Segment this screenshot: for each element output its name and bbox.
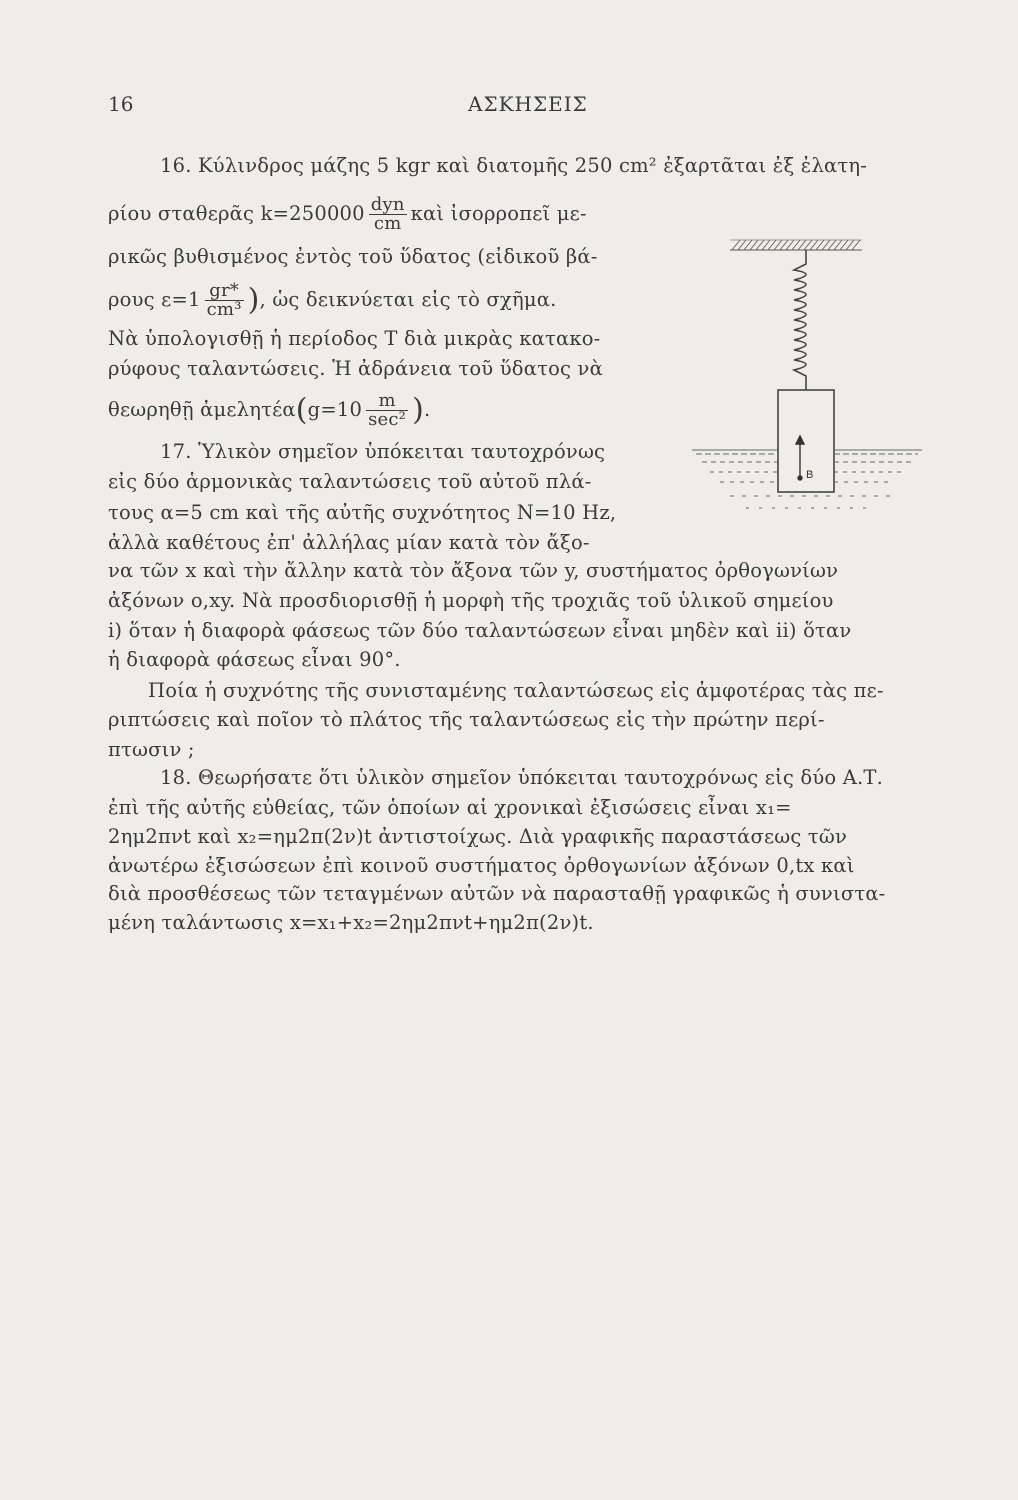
ex18-line-3: 2ημ2πνt καὶ x₂=ημ2π(2ν)t ἀντιστοίχως. Διὰ γραφικῆς παραστάσεως τῶν — [108, 825, 848, 848]
page-number: 16 — [108, 92, 134, 116]
frac-den: cm³ — [206, 299, 242, 320]
ex18-line-1: 18. Θεωρήσατε ὅτι ὑλικὸν σημεῖον ὑπόκειται ταυτοχρόνως εἰς δύο Α.Τ. — [160, 766, 883, 789]
fraction-m-sec2 — [366, 392, 408, 429]
ex18-line-2: ἐπὶ τῆς αὐτῆς εὐθείας, τῶν ὁποίων αἱ χρονικαὶ ἐξισώσεις εἶναι x₁= — [108, 796, 792, 819]
ex18-line-6: μένη ταλάντωσις x=x₁+x₂=2ημ2πνt+ημ2π(2ν)t. — [108, 911, 594, 934]
fraction-dyn-cm — [369, 196, 407, 233]
close-paren: ) — [247, 282, 260, 318]
spring-coil — [794, 250, 806, 390]
ex18-line-4: ἀνωτέρω ἐξισώσεων ἐπὶ κοινοῦ συστήματος ὀρθογωνίων ἀξόνων 0,tx καὶ — [108, 854, 855, 877]
close-paren: ) — [412, 392, 425, 428]
frac-num: dyn — [370, 194, 405, 215]
frac-num: gr* — [209, 280, 239, 301]
ex16-l2-pre: ρίου σταθερᾶς k=250000 — [108, 202, 365, 225]
ex16-line-3: ρικῶς βυθισμένος ἐντὸς τοῦ ὕδατος (εἰδικοῦ βά- — [108, 245, 598, 268]
ex16-line-7 — [108, 392, 430, 429]
ex17-line-8: ἡ διαφορὰ φάσεως εἶναι 90°. — [108, 648, 401, 671]
fraction-gr-cm3 — [205, 282, 244, 319]
ex17-line-4: ἀλλὰ καθέτους ἐπ' ἀλλήλας μίαν κατὰ τὸν ἄξο- — [108, 531, 590, 554]
ex16-line-6: ρύφους ταλαντώσεις. Ἡ ἀδράνεια τοῦ ὕδατος νὰ — [108, 357, 603, 380]
ex16-l4-post: , ὡς δεικνύεται εἰς τὸ σχῆμα. — [259, 288, 557, 311]
ex17-line-10: ριπτώσεις καὶ ποῖον τὸ πλάτος τῆς ταλαντώσεως εἰς τὴν πρώτην περί- — [108, 708, 825, 731]
ex17-line-6: ἀξόνων o,xy. Νὰ προσδιορισθῇ ἡ μορφὴ τῆς τροχιᾶς τοῦ ὑλικοῦ σημείου — [108, 589, 834, 612]
open-paren: ( — [295, 392, 308, 428]
ex16-line-4 — [108, 282, 556, 319]
ex17-line-3: τους α=5 cm καὶ τῆς αὐτῆς συχνότητος N=10 Hz, — [108, 501, 617, 524]
ex17-line-7: i) ὅταν ἡ διαφορὰ φάσεως τῶν δύο ταλαντώσεων εἶναι μηδὲν καὶ ii) ὅταν — [108, 619, 852, 642]
ceiling-hatch — [730, 240, 862, 250]
ex16-l7-pre: θεωρηθῇ ἀμελητέα — [108, 398, 296, 421]
ex16-l7-post: . — [424, 398, 431, 421]
frac-den: cm — [369, 214, 407, 233]
buoyancy-arrow — [796, 436, 804, 480]
ex17-line-11: πτωσιν ; — [108, 738, 195, 761]
frac-num: m — [378, 390, 396, 411]
frac-den: sec² — [368, 409, 407, 430]
running-title: ΑΣΚΗΣΕΙΣ — [468, 92, 588, 116]
ex17-line-9: Ποία ἡ συχνότης τῆς συνισταμένης ταλαντώσεως εἰς ἀμφοτέρας τὰς πε- — [148, 679, 884, 702]
ex17-line-2: εἰς δύο ἁρμονικὰς ταλαντώσεις τοῦ αὐτοῦ πλά- — [108, 470, 592, 493]
label-b: B — [806, 469, 814, 481]
ex16-line-5: Νὰ ὑπολογισθῇ ἡ περίοδος Τ διὰ μικρὰς κατακο- — [108, 327, 601, 350]
ex17-line-1: 17. Ὑλικὸν σημεῖον ὑπόκειται ταυτοχρόνως — [160, 440, 606, 463]
ex17-line-5: να τῶν x καὶ τὴν ἄλλην κατὰ τὸν ἄξονα τῶν y, συστήματος ὀρθογωνίων — [108, 559, 839, 582]
ex16-l2-post: καὶ ἰσορροπεῖ με- — [410, 202, 587, 225]
ex16-l4-pre: ρους ε=1 — [108, 288, 201, 311]
ex16-line-1: 16. Κύλινδρος μάζης 5 kgr καὶ διατομῆς 250 cm² ἐξαρτᾶται ἐξ ἐλατη- — [160, 154, 868, 177]
ex16-line-2 — [108, 196, 587, 233]
ex18-line-5: διὰ προσθέσεως τῶν τεταγμένων αὐτῶν νὰ παρασταθῇ γραφικῶς ἡ συνιστα- — [108, 882, 886, 905]
ex16-l7-g: g=10 — [307, 398, 363, 421]
spring-cylinder-figure — [690, 238, 940, 538]
